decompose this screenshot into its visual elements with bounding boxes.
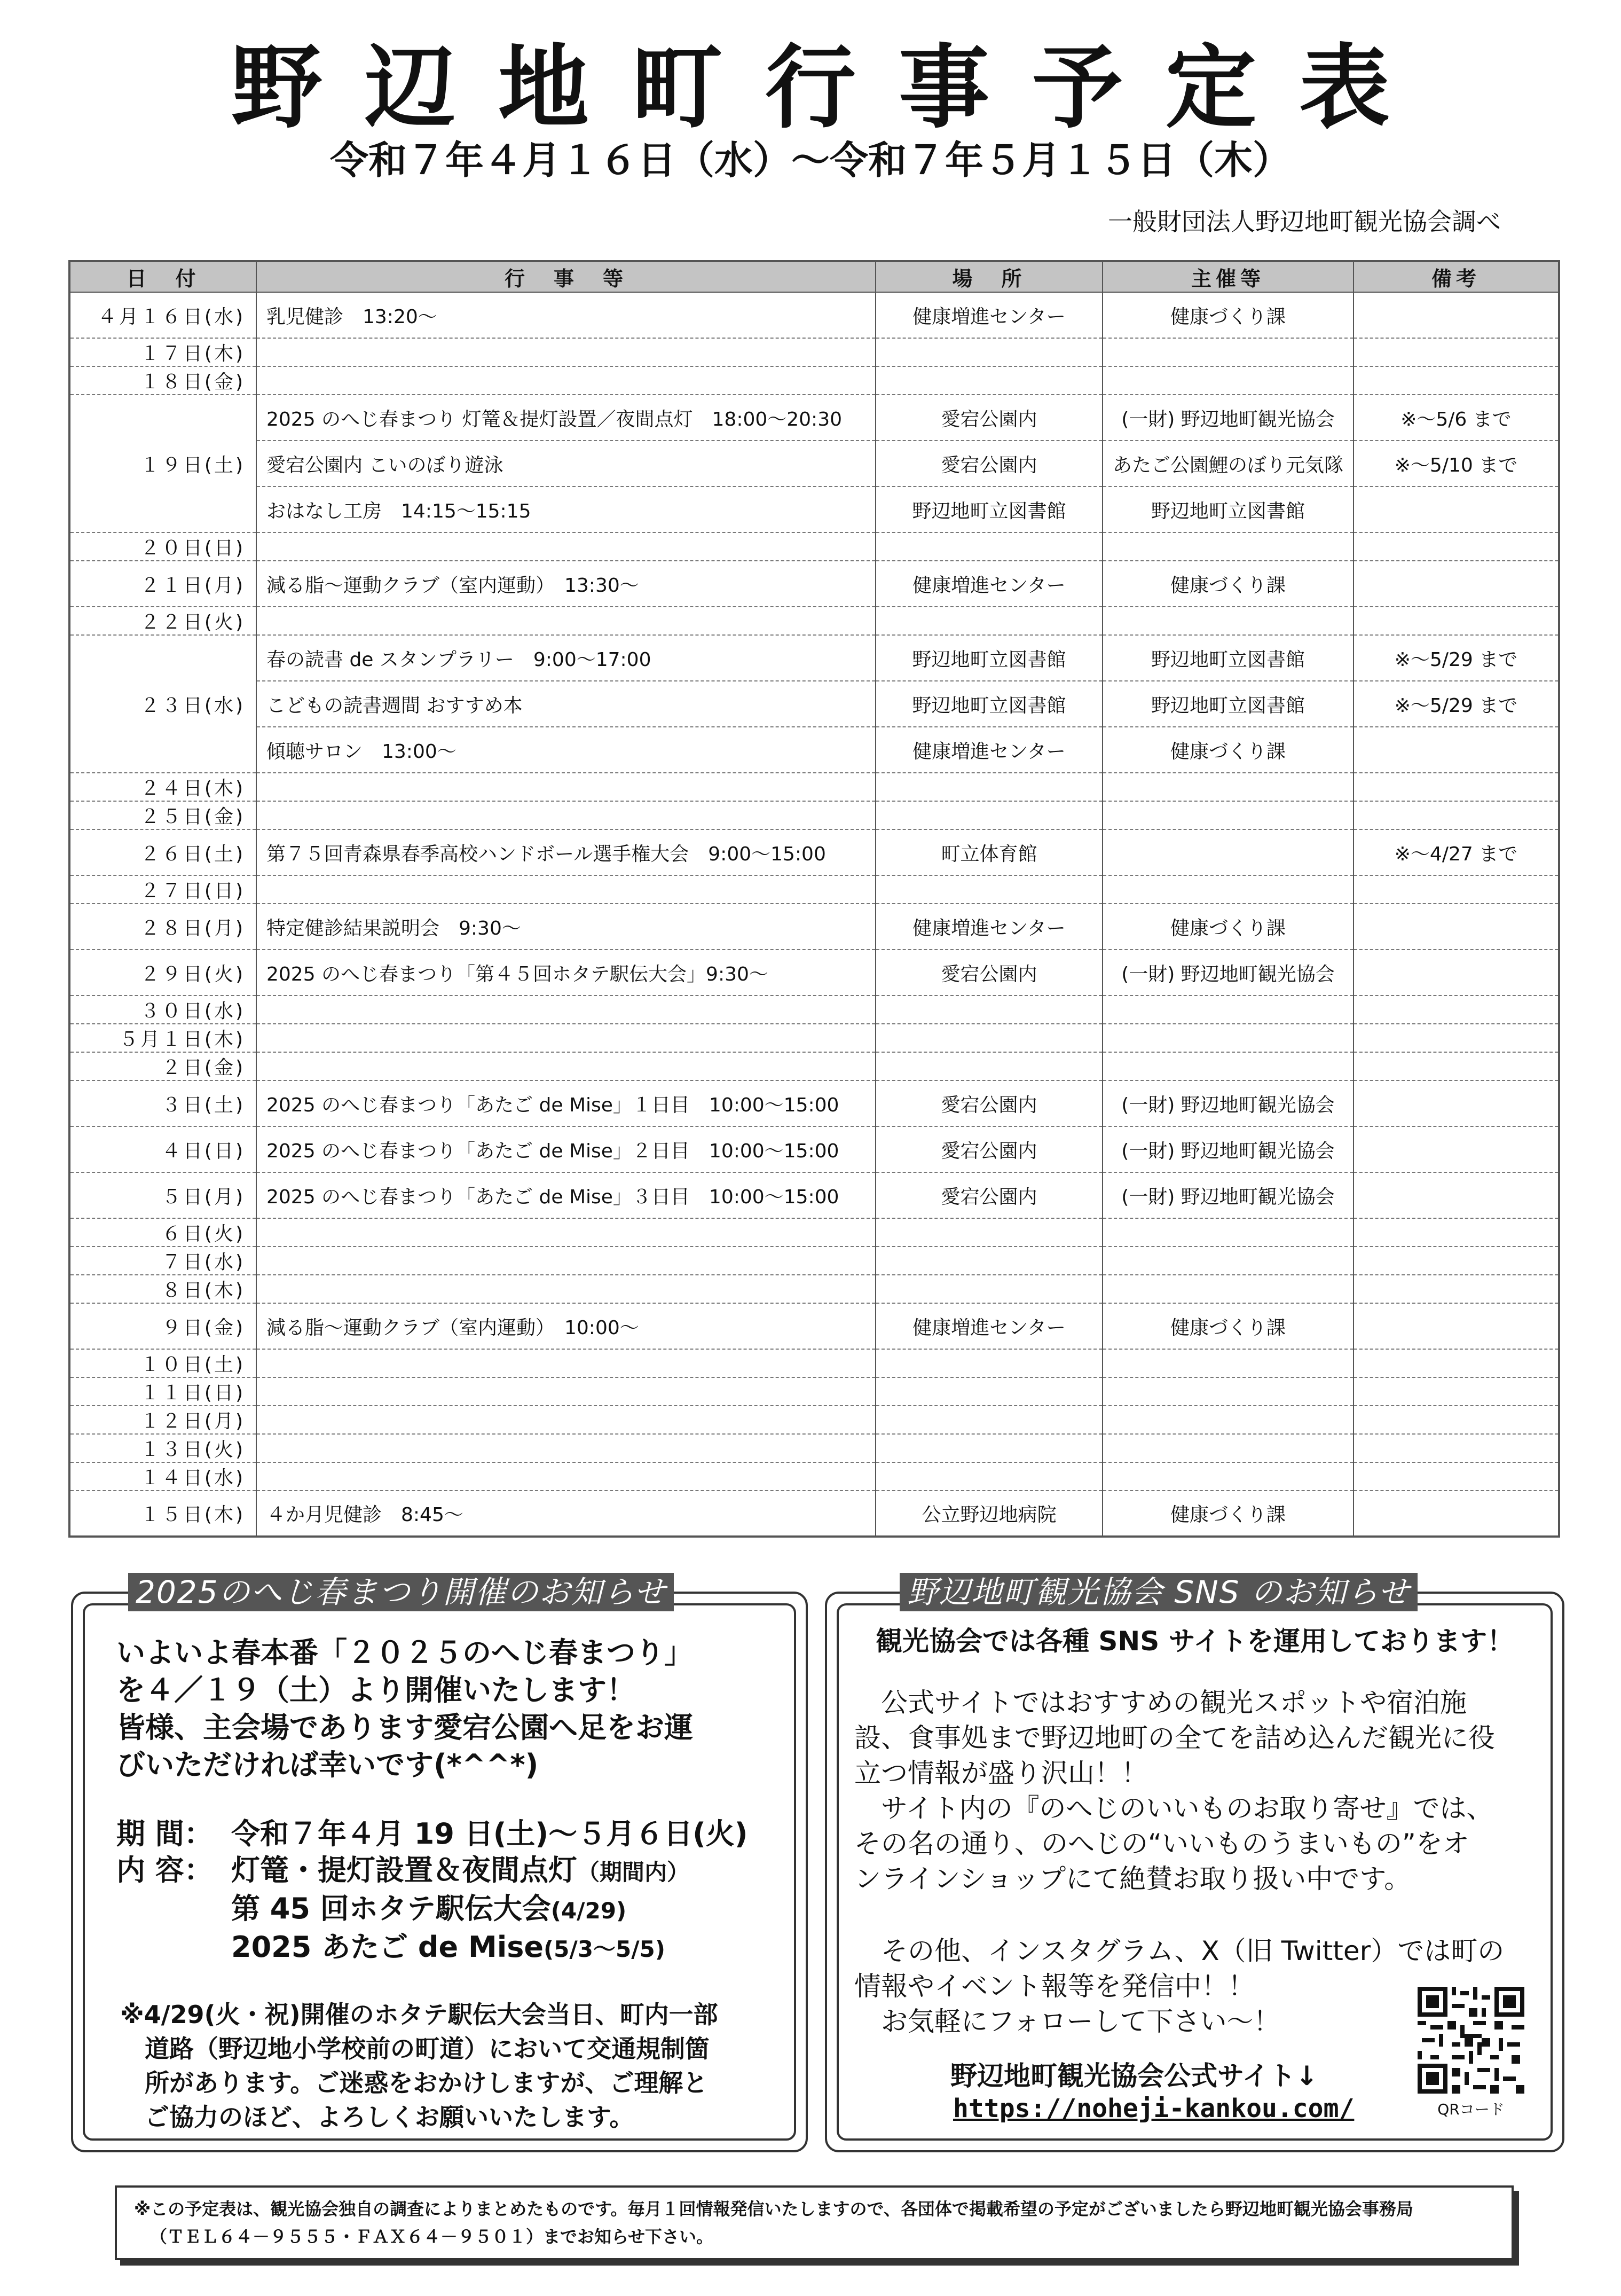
table-row [69,1052,1559,1080]
table-row [69,1303,1559,1349]
date-cell: ２５日(金) [69,801,256,829]
date-cell: ４月１６日(水) [69,292,256,338]
host-cell: 健康づくり課 [1103,1491,1354,1537]
event-cell: 傾聴サロン 13:00～ [256,727,876,773]
place-cell [876,773,1103,801]
note-cell [1354,1349,1559,1377]
table-row [69,1434,1559,1462]
table-row [69,1491,1559,1537]
host-cell [1103,1275,1354,1303]
period-label: 期 間： [116,1817,213,1851]
festival-intro-line: を４／１９（土）より開催いたします！ [116,1673,635,1707]
place-cell: 公立野辺地病院 [876,1491,1103,1537]
place-cell [876,875,1103,904]
table-row [69,292,1559,338]
host-cell [1103,1349,1354,1377]
date-cell: ４日(日) [69,1126,256,1172]
event-cell: 特定健診結果説明会 9:30～ [256,904,876,950]
date-cell: １１日(日) [69,1377,256,1406]
festival-intro [116,1634,693,1784]
note-cell [1354,1126,1559,1172]
date-cell: ２０日(日) [69,532,256,561]
event-cell [256,1052,876,1080]
sns-notice-title: 野辺地町観光協会 SNS のお知らせ [900,1573,1418,1611]
table-row [69,1349,1559,1377]
date-cell: ２６日(土) [69,829,256,875]
table-row [69,950,1559,996]
place-cell [876,1377,1103,1406]
place-cell [876,1024,1103,1052]
event-cell [256,532,876,561]
table-row [69,996,1559,1024]
place-cell: 健康増進センター [876,1303,1103,1349]
event-cell [256,773,876,801]
note-cell [1354,1303,1559,1349]
date-cell: １５日(木) [69,1491,256,1537]
sns-follow: その他、インスタグラム、X（旧 Twitter）では町の 情報やイベント報等を発信中！！ お気軽にフォローして下さい～！ [854,1935,1505,2037]
note-cell [1354,487,1559,532]
place-cell: 野辺地町立図書館 [876,681,1103,727]
event-cell: ４か月児健診 8:45～ [256,1491,876,1537]
place-cell [876,1247,1103,1275]
footer-line: ※この予定表は、観光協会独自の調査によりまとめたものです。毎月１回情報発信いたしますので、各団体で掲載希望の予定がございましたら野辺地町観光協会事務局 [134,2199,1413,2219]
host-cell [1103,996,1354,1024]
host-cell: 健康づくり課 [1103,292,1354,338]
host-cell: 野辺地町立図書館 [1103,487,1354,532]
date-cell: １９日(土) [69,395,256,532]
date-cell: １２日(月) [69,1406,256,1434]
date-cell: １７日(木) [69,338,256,366]
place-cell [876,338,1103,366]
event-cell [256,875,876,904]
note-cell [1354,1377,1559,1406]
event-cell: こどもの読書週間 おすすめ本 [256,681,876,727]
note-cell [1354,1462,1559,1491]
surveyor-credit: 一般財団法人野辺地町観光協会調べ [1108,207,1501,236]
table-header-row [69,261,1559,292]
host-cell: 健康づくり課 [1103,727,1354,773]
host-cell: (一財) 野辺地町観光協会 [1103,950,1354,996]
event-cell: 減る脂～運動クラブ（室内運動） 10:00～ [256,1303,876,1349]
note-cell [1354,1434,1559,1462]
header-host: 主催等 [1103,261,1354,292]
date-cell: ６日(火) [69,1218,256,1247]
note-cell [1354,366,1559,395]
qr-code-icon[interactable] [1418,1987,1524,2094]
date-cell: ２１日(月) [69,561,256,607]
note-cell [1354,1052,1559,1080]
place-cell [876,1349,1103,1377]
festival-intro-line: いよいよ春本番「２０２５のへじ春まつり」 [116,1636,693,1670]
place-cell [876,1052,1103,1080]
table-row [69,801,1559,829]
date-cell: ３０日(水) [69,996,256,1024]
table-row [69,1024,1559,1052]
date-cell: ２８日(月) [69,904,256,950]
sns-description: 公式サイトではおすすめの観光スポットや宿泊施 設、食事処まで野辺地町の全てを詰め込んだ観光に役 立つ情報が盛り沢山！！ サイト内の『のへじのいいものお取り寄せ』では、 その名の通り、のへじの“いいものうまいもの”をオ ンラインショップにて絶賛お取り扱い中です。 [854,1687,1495,1894]
table-row [69,875,1559,904]
header-place: 場 所 [876,261,1103,292]
page-title: 野辺地町行事予定表 [231,35,1433,141]
host-cell [1103,1406,1354,1434]
event-cell: 乳児健診 13:20～ [256,292,876,338]
note-cell: ※～5/29 まで [1354,635,1559,681]
place-cell [876,366,1103,395]
host-cell [1103,338,1354,366]
note-cell: ※～5/29 まで [1354,681,1559,727]
event-cell: おはなし工房 14:15～15:15 [256,487,876,532]
content-item: 第 45 回ホタテ駅伝大会(4/29) [231,1892,627,1925]
content-item: 灯篭・提灯設置＆夜間点灯（期間内） [231,1853,690,1887]
host-cell: あたご公園鯉のぼり元気隊 [1103,441,1354,487]
note-cell [1354,1247,1559,1275]
event-cell [256,996,876,1024]
event-cell [256,1377,876,1406]
host-cell: 健康づくり課 [1103,904,1354,950]
event-cell: 春の読書 de スタンプラリー 9:00～17:00 [256,635,876,681]
official-site-label: 野辺地町観光協会公式サイト↓ [950,2060,1318,2091]
place-cell: 愛宕公園内 [876,395,1103,441]
host-cell [1103,1024,1354,1052]
event-cell: 2025 のへじ春まつり「あたご de Mise」３日目 10:00～15:00 [256,1172,876,1218]
table-row [69,1377,1559,1406]
host-cell [1103,801,1354,829]
table-row [69,441,1559,487]
sns-heading: 観光協会では各種 SNS サイトを運用しております！ [876,1626,1514,1657]
host-cell: 野辺地町立図書館 [1103,681,1354,727]
host-cell [1103,1462,1354,1491]
table-row [69,1126,1559,1172]
event-cell: 第７５回青森県春季高校ハンドボール選手権大会 9:00～15:00 [256,829,876,875]
host-cell: (一財) 野辺地町観光協会 [1103,1172,1354,1218]
place-cell [876,1275,1103,1303]
note-cell [1354,561,1559,607]
date-cell: １３日(火) [69,1434,256,1462]
note-cell: ※～5/6 まで [1354,395,1559,441]
date-cell: ８日(木) [69,1275,256,1303]
table-row [69,1080,1559,1126]
date-cell: ２９日(火) [69,950,256,996]
note-cell [1354,1275,1559,1303]
date-cell: ３日(土) [69,1080,256,1126]
note-cell [1354,1172,1559,1218]
date-cell: １０日(土) [69,1349,256,1377]
table-row [69,635,1559,681]
place-cell: 健康増進センター [876,292,1103,338]
place-cell: 愛宕公園内 [876,1126,1103,1172]
event-cell [256,1462,876,1491]
date-cell: ７日(水) [69,1247,256,1275]
note-cell [1354,1080,1559,1126]
table-row [69,829,1559,875]
note-cell: ※～4/27 まで [1354,829,1559,875]
host-cell: 野辺地町立図書館 [1103,635,1354,681]
table-row [69,532,1559,561]
note-cell [1354,773,1559,801]
header-date: 日 付 [69,261,256,292]
date-cell: １８日(金) [69,366,256,395]
event-cell [256,1406,876,1434]
note-cell [1354,1491,1559,1537]
date-cell: ２３日(水) [69,635,256,773]
event-cell [256,1434,876,1462]
note-cell [1354,801,1559,829]
event-cell [256,366,876,395]
place-cell [876,996,1103,1024]
place-cell [876,607,1103,635]
traffic-notice: ※4/29(火・祝)開催のホタテ駅伝大会当日、町内一部 道路（野辺地小学校前の町道）において交通規制箇 所があります。ご迷惑をおかけしますが、ご理解と ご協力のほど、よろしくお願いいたします。 [120,2000,718,2132]
content-item: 2025 あたご de Mise(5/3～5/5) [231,1930,665,1964]
festival-notice-title: 2025のへじ春まつり開催のお知らせ [128,1573,674,1611]
qr-code-label: QRコード [1437,2101,1505,2118]
note-cell [1354,727,1559,773]
date-cell: ２２日(火) [69,607,256,635]
date-cell: ２４日(木) [69,773,256,801]
host-cell [1103,1052,1354,1080]
event-cell: 2025 のへじ春まつり「あたご de Mise」２日目 10:00～15:00 [256,1126,876,1172]
table-row [69,727,1559,773]
note-cell [1354,950,1559,996]
table-row [69,681,1559,727]
note-cell [1354,1218,1559,1247]
table-row [69,607,1559,635]
place-cell: 愛宕公園内 [876,441,1103,487]
event-cell: 愛宕公園内 こいのぼり遊泳 [256,441,876,487]
table-row [69,1406,1559,1434]
place-cell [876,532,1103,561]
event-cell: 減る脂～運動クラブ（室内運動） 13:30～ [256,561,876,607]
note-cell [1354,338,1559,366]
festival-intro-line: 皆様、主会場であります愛宕公園へ足をお運 [116,1711,693,1744]
place-cell: 野辺地町立図書館 [876,487,1103,532]
date-cell: ２７日(日) [69,875,256,904]
official-site-link[interactable]: https://noheji-kankou.com/ [953,2094,1355,2123]
header-event: 行 事 等 [256,261,876,292]
event-cell [256,1247,876,1275]
place-cell: 健康増進センター [876,561,1103,607]
date-cell: ５月１日(木) [69,1024,256,1052]
note-cell [1354,292,1559,338]
place-cell: 愛宕公園内 [876,1080,1103,1126]
host-cell: 健康づくり課 [1103,1303,1354,1349]
table-row [69,338,1559,366]
footer-line: （ＴＥＬ６４－９５５５・ＦＡＸ６４－９５０１）までお知らせ下さい。 [150,2227,714,2247]
content-label: 内 容： [116,1853,213,1887]
place-cell: 愛宕公園内 [876,950,1103,996]
date-cell: ９日(金) [69,1303,256,1349]
host-cell [1103,1434,1354,1462]
table-row [69,1247,1559,1275]
host-cell [1103,1377,1354,1406]
table-row [69,1172,1559,1218]
place-cell: 健康増進センター [876,904,1103,950]
event-cell [256,338,876,366]
note-cell [1354,875,1559,904]
event-cell: 2025 のへじ春まつり 灯篭＆提灯設置／夜間点灯 18:00～20:30 [256,395,876,441]
note-cell [1354,607,1559,635]
note-cell: ※～5/10 まで [1354,441,1559,487]
note-cell [1354,996,1559,1024]
host-cell: (一財) 野辺地町観光協会 [1103,395,1354,441]
schedule-table [68,260,1560,1538]
period-value: 令和７年４月 19 日(土)～５月６日(火) [231,1817,748,1851]
period-subtitle: 令和７年４月１６日（水）～令和７年５月１５日（木） [329,138,1291,183]
event-cell: 2025 のへじ春まつり「あたご de Mise」１日目 10:00～15:00 [256,1080,876,1126]
event-cell [256,1024,876,1052]
footer-notice [115,2185,1514,2260]
date-cell: ２日(金) [69,1052,256,1080]
place-cell: 町立体育館 [876,829,1103,875]
table-row [69,1275,1559,1303]
host-cell [1103,875,1354,904]
festival-intro-line: びいただければ幸いです(*^^*) [116,1748,539,1782]
table-row [69,773,1559,801]
event-cell [256,801,876,829]
table-row [69,904,1559,950]
place-cell: 愛宕公園内 [876,1172,1103,1218]
festival-details [116,1816,747,1968]
place-cell [876,1462,1103,1491]
place-cell [876,801,1103,829]
place-cell [876,1218,1103,1247]
event-cell [256,1349,876,1377]
table-row [69,1218,1559,1247]
host-cell [1103,773,1354,801]
note-cell [1354,1024,1559,1052]
note-cell [1354,1406,1559,1434]
table-row [69,395,1559,441]
table-row [69,561,1559,607]
host-cell: (一財) 野辺地町観光協会 [1103,1080,1354,1126]
place-cell [876,1434,1103,1462]
date-cell: １４日(水) [69,1462,256,1491]
host-cell [1103,1247,1354,1275]
host-cell [1103,829,1354,875]
event-cell [256,1275,876,1303]
date-cell: ５日(月) [69,1172,256,1218]
host-cell [1103,1218,1354,1247]
host-cell [1103,532,1354,561]
event-cell [256,607,876,635]
note-cell [1354,532,1559,561]
table-row [69,1462,1559,1491]
note-cell [1354,904,1559,950]
place-cell: 野辺地町立図書館 [876,635,1103,681]
event-cell: 2025 のへじ春まつり「第４５回ホタテ駅伝大会」9:30～ [256,950,876,996]
event-cell [256,1218,876,1247]
header-note: 備考 [1354,261,1559,292]
host-cell [1103,607,1354,635]
place-cell: 健康増進センター [876,727,1103,773]
host-cell [1103,366,1354,395]
host-cell: (一財) 野辺地町観光協会 [1103,1126,1354,1172]
host-cell: 健康づくり課 [1103,561,1354,607]
table-row [69,487,1559,532]
table-row [69,366,1559,395]
place-cell [876,1406,1103,1434]
